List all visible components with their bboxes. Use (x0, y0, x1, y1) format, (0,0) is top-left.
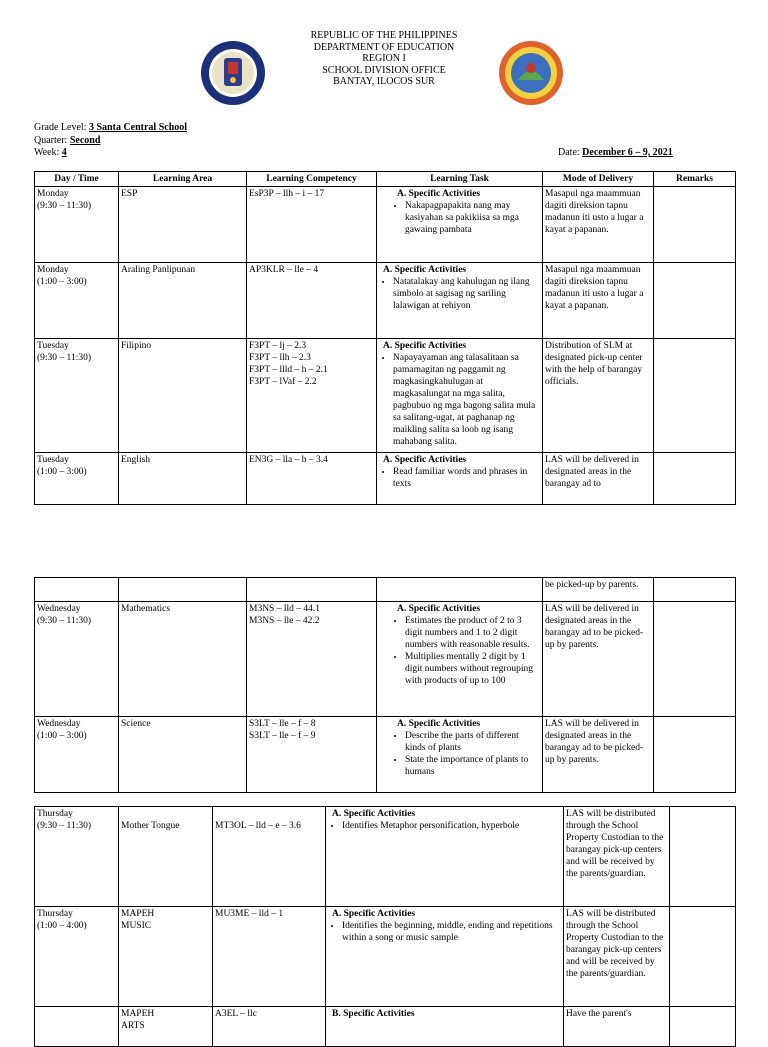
table-row (35, 453, 736, 505)
remarks-cell (654, 339, 736, 453)
header-line-5: BANTAY, ILOCOS SUR (333, 76, 435, 87)
competency-cell: MT3OL – lld – e – 3.6 (213, 807, 326, 907)
table-row (35, 1007, 736, 1047)
competency-cell: EsP3P – llh – i – 17 (247, 187, 377, 263)
competency-cell: M3NS – lld – 44.1 M3NS – lle – 42.2 (247, 602, 377, 717)
competency-cell: A3EL – llc (213, 1007, 326, 1047)
remarks-cell (654, 187, 736, 263)
competency-cell: F3PT – lj – 2.3 F3PT – llh – 2.3 F3PT – llld – h – 2.1 F3PT – lVaf – 2.2 (247, 339, 377, 453)
competency-cell: EN3G – lla – b – 3.4 (247, 453, 377, 505)
competency-cell: AP3KLR – lle – 4 (247, 263, 377, 339)
col-header-learning-competency: Learning Competency (247, 172, 377, 187)
table-row-continued (35, 578, 736, 602)
header-line-1: REPUBLIC OF THE PHILIPPINES (310, 30, 458, 41)
lesson-plan-table-1 (34, 171, 736, 505)
learning-area-cell: Mathematics (119, 602, 247, 717)
learning-task-cell: A. Specific Activities • Natatalakay ang kahulugan ng ilang simbolo at sagisag ng sariling lalawigan at rehiyon (377, 263, 543, 339)
grade-value: 3 Santa Central School (88, 122, 188, 133)
competency-cell: MU3ME – lld – 1 (213, 907, 326, 1007)
table-header-row (35, 172, 736, 187)
remarks-cell (670, 907, 736, 1007)
date-value: December 6 – 9, 2021 (582, 147, 673, 158)
table-row (35, 907, 736, 1007)
mode-of-delivery-cell: LAS will be delivered in designated areas in the barangay ad to be picked-up by parents. (543, 602, 654, 717)
remarks-cell (654, 602, 736, 717)
table-row (35, 602, 736, 717)
document-header (0, 30, 768, 88)
week-value: 4 (61, 147, 67, 158)
table-row (35, 187, 736, 263)
learning-task-cell: A. Specific Activities • Nakapagpapakita nang may kasiyahan sa pakikiisa sa mga gawaing pambata (377, 187, 543, 263)
mode-of-delivery-cell: LAS will be distributed through the School Property Custodian to the barangay pick-up centers and will be received by the parents/guardian. (564, 807, 670, 907)
grade-level: Grade Level: 3 Santa Central School (34, 122, 188, 133)
learning-area-cell: Araling Panlipunan (119, 263, 247, 339)
remarks-cell (670, 1007, 736, 1047)
learning-task-cell: A. Specific Activities • Identifies the beginning, middle, ending and repetitions within a song or music sample (326, 907, 564, 1007)
table-row (35, 263, 736, 339)
day-time-cell: Thursday (9:30 – 11:30) (35, 807, 119, 907)
learning-area-cell: MAPEH MUSIC (119, 907, 213, 1007)
day-time-cell (35, 1007, 119, 1047)
learning-area-cell: ESP (119, 187, 247, 263)
table-row (35, 339, 736, 453)
mode-of-delivery-cell: Masapul nga maammuan dagiti direksion tapnu madanun iti usto a lugar a kayat a papanan. (543, 263, 654, 339)
learning-area-cell: MAPEH ARTS (119, 1007, 213, 1047)
header-line-2: DEPARTMENT OF EDUCATION (313, 41, 455, 53)
remarks-cell (654, 453, 736, 505)
col-header-remarks: Remarks (654, 172, 736, 187)
remarks-cell (654, 263, 736, 339)
learning-task-cell: A. Specific Activities • Napayayaman ang talasalitaan sa pamamagitan ng paggamit ng magkasingkahulugan at magkasalungat na mga salita, pagbubuo ng mga bagong salita mula sa salitang-ugat, at paghanap ng maikling salita sa loob ng isang mahabang salita. (377, 339, 543, 453)
lesson-plan-table-2 (34, 577, 736, 793)
day-time-cell: Wednesday (1:00 – 3:00) (35, 717, 119, 793)
day-time-cell: Monday (9:30 – 11:30) (35, 187, 119, 263)
learning-area-cell: Filipino (119, 339, 247, 453)
day-time-cell: Thursday (1:00 – 4:00) (35, 907, 119, 1007)
learning-task-cell: A. Specific Activities • Identifies Metaphor personification, hyperbole (326, 807, 564, 907)
learning-task-cell: B. Specific Activities (326, 1007, 564, 1047)
learning-area-cell: English (119, 453, 247, 505)
day-time-cell: Wednesday (9:30 – 11:30) (35, 602, 119, 717)
learning-area-cell: Mother Tongue (119, 807, 213, 907)
col-header-day-time: Day / Time (35, 172, 119, 187)
date: Date: December 6 – 9, 2021 (558, 147, 673, 158)
mode-of-delivery-cell: Distribution of SLM at designated pick-up center with the help of barangay officials. (543, 339, 654, 453)
learning-task-cell: A. Specific Activities • Read familiar words and phrases in texts (377, 453, 543, 505)
col-header-mode-of-delivery: Mode of Delivery (543, 172, 654, 187)
mode-of-delivery-cell: LAS will be distributed through the School Property Custodian to the barangay pick-up centers and will be received by the parents/guardian. (564, 907, 670, 1007)
quarter: Quarter: Second (34, 135, 101, 146)
lesson-plan-table-3 (34, 806, 736, 1047)
table-row (35, 807, 736, 907)
learning-task-cell: A. Specific Activities • Estimates the product of 2 to 3 digit numbers and 1 to 2 digit numbers with reasonable results. • Multiplies mentally 2 digit by 1 digit numbers without regrouping with products of up to 100 (377, 602, 543, 717)
col-header-learning-area: Learning Area (119, 172, 247, 187)
mode-of-delivery-cell: LAS will be delivered in designated areas in the barangay ad to be picked-up by parents. (543, 717, 654, 793)
day-time-cell: Monday (1:00 – 3:00) (35, 263, 119, 339)
learning-area-cell: Science (119, 717, 247, 793)
learning-task-cell: A. Specific Activities • Describe the parts of different kinds of plants • State the importance of plants to humans (377, 717, 543, 793)
mode-of-delivery-cell: be picked-up by parents. (543, 578, 654, 602)
remarks-cell (654, 717, 736, 793)
header-line-3: REGION I (362, 53, 406, 64)
mode-of-delivery-cell: Have the parent's (564, 1007, 670, 1047)
table-row (35, 717, 736, 793)
col-header-learning-task: Learning Task (377, 172, 543, 187)
day-time-cell: Tuesday (1:00 – 3:00) (35, 453, 119, 505)
quarter-value: Second (69, 135, 101, 146)
week: Week: 4 (34, 147, 67, 158)
mode-of-delivery-cell: Masapul nga maammuan dagiti direksion tapnu madanun iti usto a lugar a kayat a papanan. (543, 187, 654, 263)
day-time-cell: Tuesday (9:30 – 11:30) (35, 339, 119, 453)
mode-of-delivery-cell: LAS will be delivered in designated areas in the barangay ad to (543, 453, 654, 505)
header-line-4: SCHOOL DIVISION OFFICE (322, 64, 446, 76)
competency-cell: S3LT – lle – f – 8 S3LT – lle – f – 9 (247, 717, 377, 793)
remarks-cell (670, 807, 736, 907)
